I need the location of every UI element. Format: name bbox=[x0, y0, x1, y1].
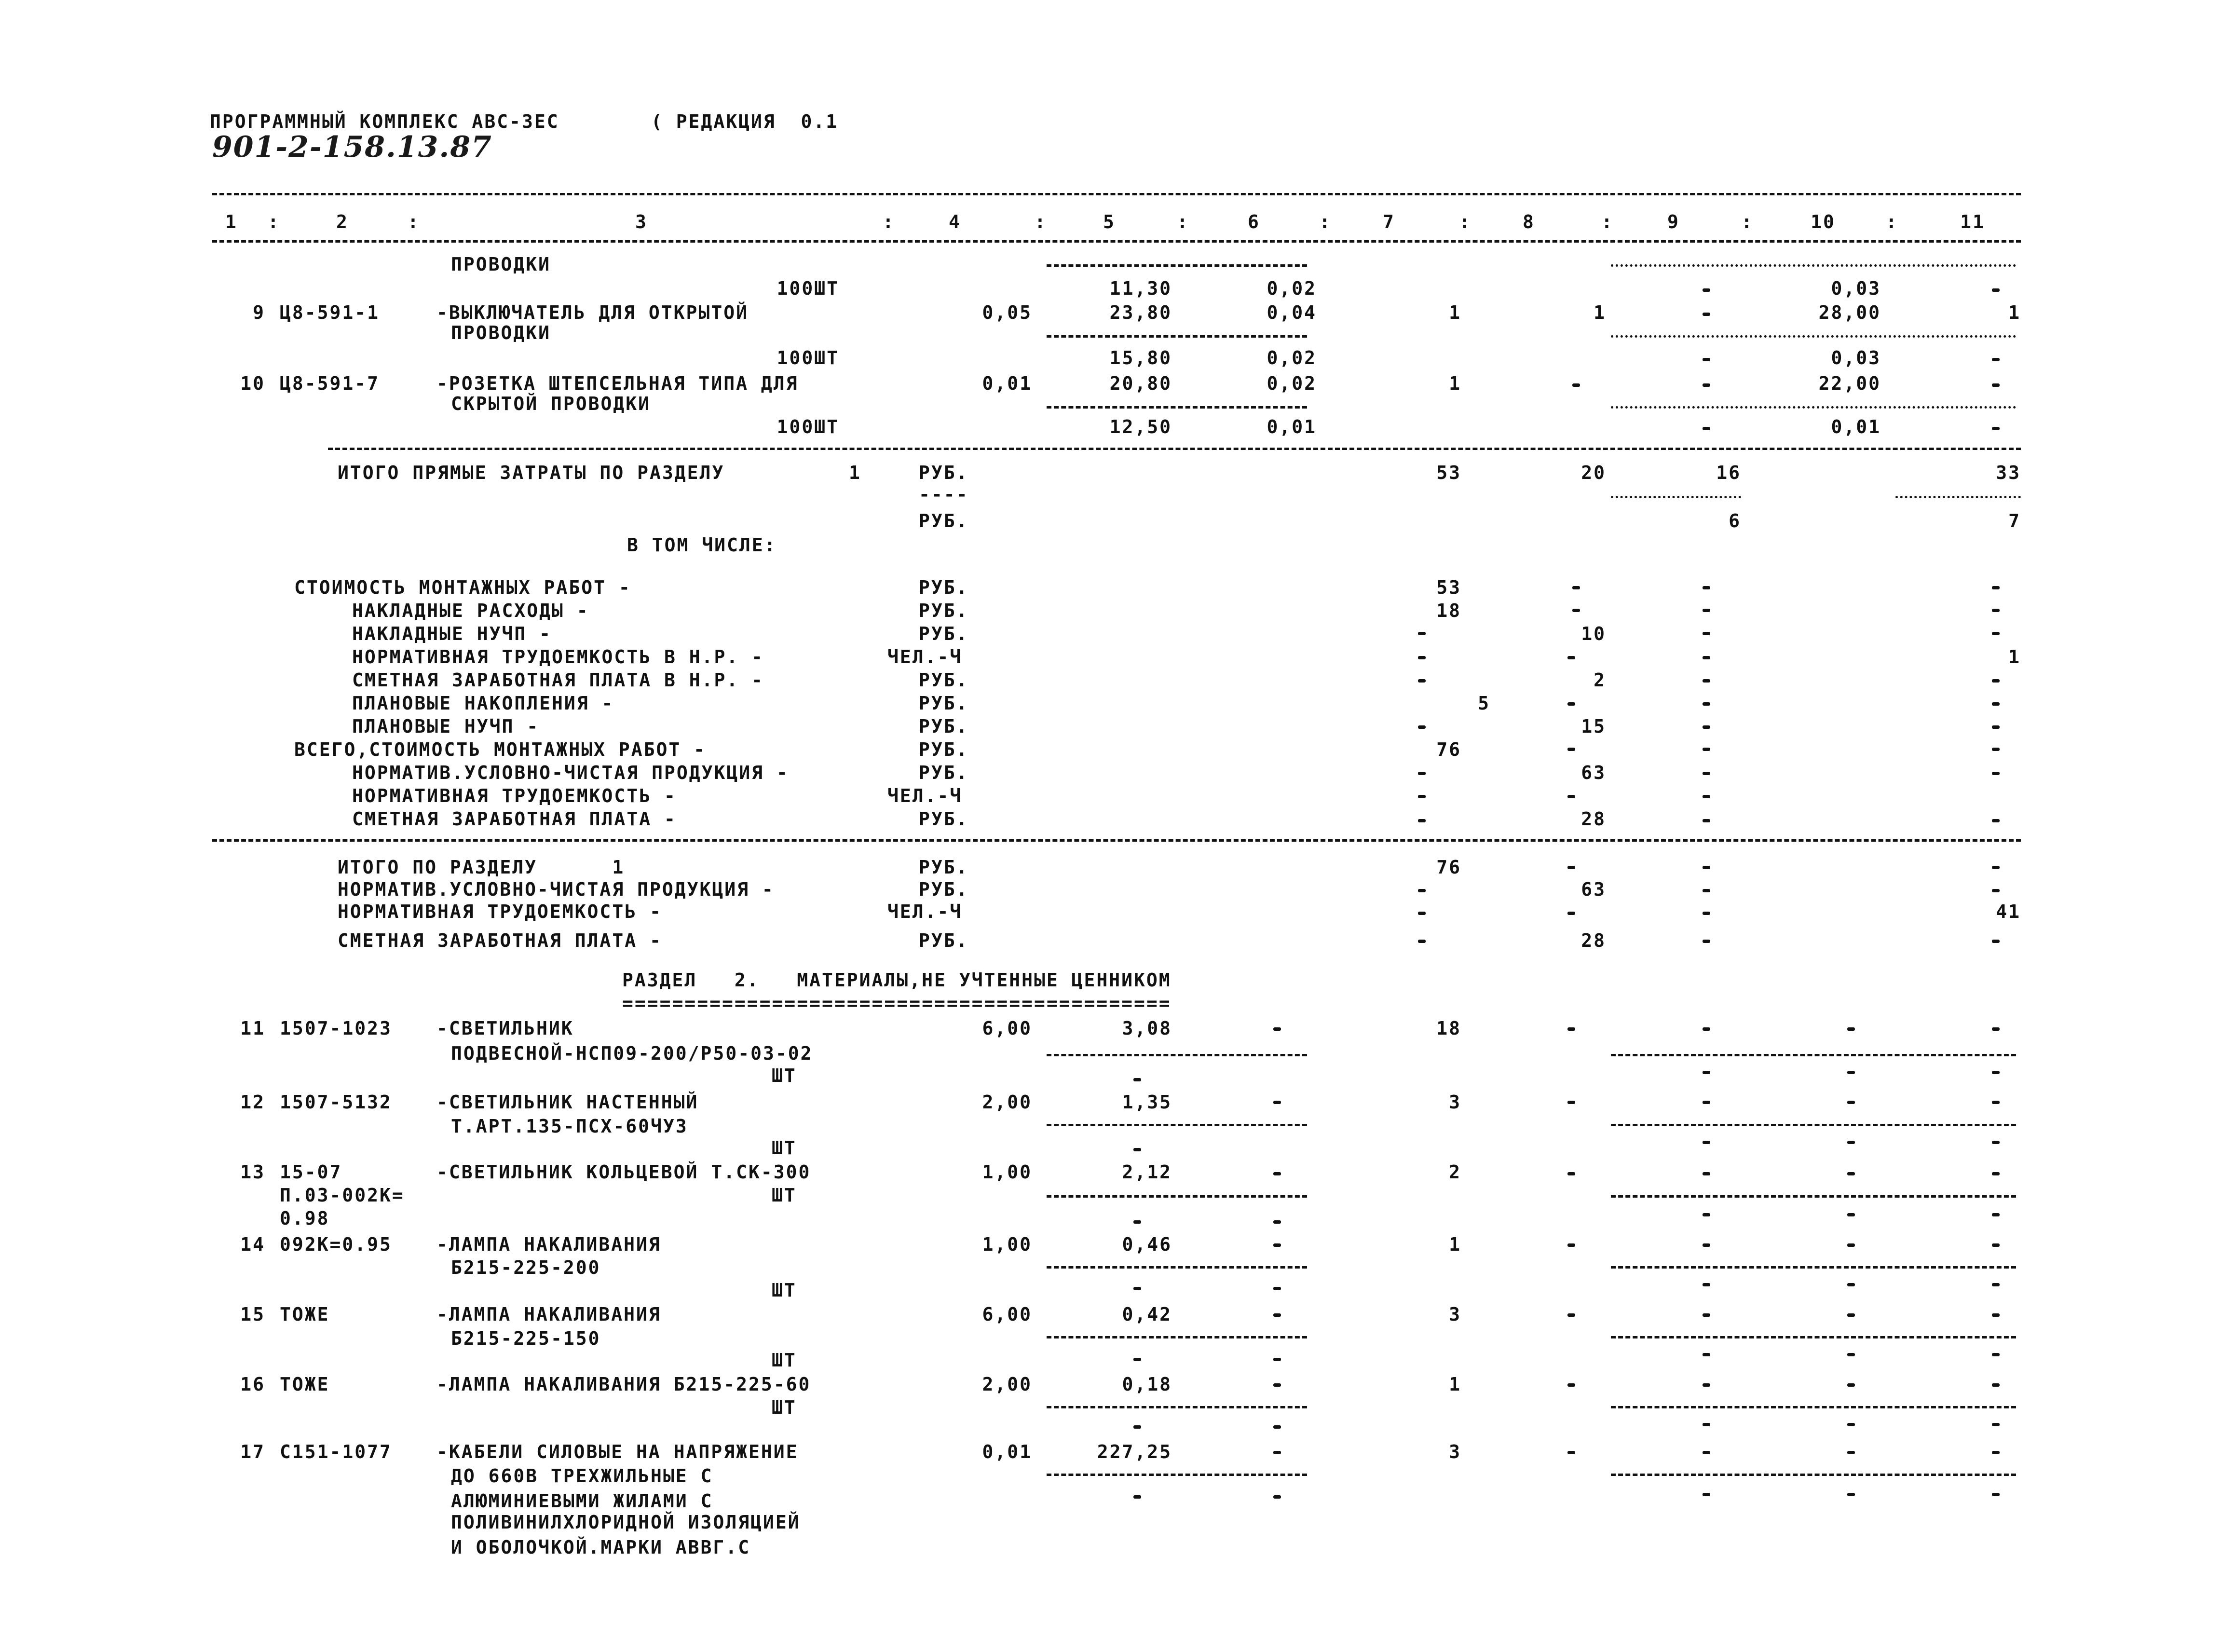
zero-dash-mark bbox=[1992, 748, 2000, 751]
material-name: -ЛАМПА НАКАЛИВАНИЯ bbox=[436, 1234, 661, 1255]
row-number: 10 bbox=[240, 373, 265, 394]
direct-cost-section: 1 bbox=[849, 462, 861, 483]
material-c5: 0,42 bbox=[1122, 1304, 1172, 1325]
zero-dash-mark bbox=[1703, 586, 1710, 589]
section-total-c11: 41 bbox=[1996, 901, 2021, 922]
zero-dash-mark bbox=[1703, 1213, 1710, 1216]
zero-dash-mark bbox=[1992, 1141, 2000, 1144]
zero-dash-mark bbox=[1273, 1358, 1281, 1361]
material-name-4: ПОЛИВИНИЛХЛОРИДНОЙ ИЗОЛЯЦИЕЙ bbox=[451, 1512, 801, 1533]
col-header-7: 7 bbox=[1383, 211, 1395, 232]
material-c5: 2,12 bbox=[1122, 1161, 1172, 1183]
document-code: 901-2-158.13.87 bbox=[212, 130, 492, 164]
col-sep: : bbox=[883, 211, 895, 232]
row-c6a: 0,04 bbox=[1267, 302, 1317, 323]
material-code: 15-07 bbox=[280, 1161, 342, 1183]
material-code: 092К=0.95 bbox=[280, 1234, 392, 1255]
row-c6b: 0,01 bbox=[1267, 416, 1317, 437]
zero-dash-mark bbox=[1703, 383, 1710, 387]
zero-dash-mark bbox=[1703, 866, 1710, 869]
zero-dash-mark bbox=[1992, 1493, 2000, 1496]
zero-dash-mark bbox=[1703, 313, 1710, 316]
material-c5: 0,46 bbox=[1122, 1234, 1172, 1255]
zero-dash-mark bbox=[1992, 1172, 2000, 1175]
row-c5b: 12,50 bbox=[1109, 416, 1172, 437]
zero-dash-mark bbox=[1703, 288, 1710, 292]
material-c7: 3 bbox=[1449, 1441, 1461, 1462]
zero-dash-mark bbox=[1273, 1101, 1281, 1104]
section-total-label: ИТОГО ПО РАЗДЕЛУ 1 bbox=[338, 857, 625, 878]
zero-dash-mark bbox=[1133, 1078, 1141, 1081]
zero-dash-mark bbox=[1703, 1313, 1710, 1317]
zero-dash-mark bbox=[1847, 1172, 1855, 1175]
col-sep: : bbox=[1741, 211, 1754, 232]
col-header-1: 1 bbox=[225, 211, 238, 232]
material-number: 15 bbox=[240, 1304, 265, 1325]
breakdown-unit: РУБ. bbox=[919, 739, 969, 760]
breakdown-c7: 18 bbox=[1436, 600, 1461, 621]
zero-dash-mark bbox=[1847, 1283, 1855, 1286]
col-sep: : bbox=[1886, 211, 1898, 232]
zero-dash-mark bbox=[1273, 1313, 1281, 1317]
breakdown-c7: 5 bbox=[1478, 693, 1490, 714]
section-total-label: НОРМАТИВНАЯ ТРУДОЕМКОСТЬ - bbox=[338, 901, 662, 922]
material-unit: ШТ bbox=[772, 1280, 797, 1301]
zero-dash-mark bbox=[1703, 1451, 1710, 1454]
zero-dash-mark bbox=[1992, 1423, 2000, 1426]
breakdown-unit: РУБ. bbox=[919, 693, 969, 714]
col-header-3: 3 bbox=[635, 211, 648, 232]
zero-dash-mark bbox=[1703, 795, 1710, 798]
section-total-label: СМЕТНАЯ ЗАРАБОТНАЯ ПЛАТА - bbox=[338, 930, 662, 951]
zero-dash-mark bbox=[1847, 1493, 1855, 1496]
zero-dash-mark bbox=[1567, 1027, 1575, 1031]
zero-dash-mark bbox=[1847, 1451, 1855, 1454]
row-unit: 100ШТ bbox=[777, 347, 839, 369]
zero-dash-mark bbox=[1992, 772, 2000, 775]
zero-dash-mark bbox=[1572, 609, 1580, 612]
breakdown-unit: РУБ. bbox=[919, 600, 969, 621]
material-c5: 3,08 bbox=[1122, 1018, 1172, 1039]
material-c4: 6,00 bbox=[982, 1018, 1032, 1039]
material-number: 13 bbox=[240, 1161, 265, 1183]
zero-dash-mark bbox=[1133, 1425, 1141, 1429]
program-title: ПРОГРАММНЫЙ КОМПЛЕКС АВС-3ЕС bbox=[210, 111, 559, 132]
breakdown-label: ПЛАНОВЫЕ НУЧП - bbox=[352, 716, 540, 737]
breakdown-unit: РУБ. bbox=[919, 716, 969, 737]
material-name-3: АЛЮМИНИЕВЫМИ ЖИЛАМИ С bbox=[451, 1490, 713, 1512]
row-c10a: 28,00 bbox=[1818, 302, 1881, 323]
material-c7: 18 bbox=[1436, 1018, 1461, 1039]
zero-dash-mark bbox=[1703, 1141, 1710, 1144]
breakdown-unit: РУБ. bbox=[919, 623, 969, 644]
zero-dash-mark bbox=[1418, 940, 1426, 943]
zero-dash-mark bbox=[1703, 609, 1710, 612]
zero-dash-mark bbox=[1992, 819, 2000, 822]
material-unit: ШТ bbox=[772, 1350, 797, 1371]
col-header-2: 2 bbox=[336, 211, 349, 232]
material-unit: ШТ bbox=[772, 1065, 797, 1086]
breakdown-c7: 76 bbox=[1436, 739, 1461, 760]
col-header-5: 5 bbox=[1103, 211, 1116, 232]
col-header-8: 8 bbox=[1523, 211, 1535, 232]
row-c5b: 15,80 bbox=[1109, 347, 1172, 369]
material-c7: 1 bbox=[1449, 1374, 1461, 1395]
zero-dash-mark bbox=[1703, 702, 1710, 706]
section-total-unit: РУБ. bbox=[919, 857, 969, 878]
row-unit: 100ШТ bbox=[777, 416, 839, 437]
section-total-unit: РУБ. bbox=[919, 879, 969, 900]
zero-dash-mark bbox=[1992, 889, 2000, 892]
zero-dash-mark bbox=[1273, 1383, 1281, 1387]
material-number: 11 bbox=[240, 1018, 265, 1039]
breakdown-c8: 63 bbox=[1581, 762, 1606, 783]
col-sep: : bbox=[268, 211, 280, 232]
zero-dash-mark bbox=[1273, 1451, 1281, 1454]
zero-dash-mark bbox=[1703, 772, 1710, 775]
zero-dash-mark bbox=[1418, 725, 1426, 729]
zero-dash-mark bbox=[1992, 725, 2000, 729]
row-code: Ц8-591-1 bbox=[280, 302, 380, 323]
material-c5: 0,18 bbox=[1122, 1374, 1172, 1395]
zero-dash-mark bbox=[1273, 1425, 1281, 1429]
breakdown-c8: 2 bbox=[1594, 669, 1606, 691]
material-name-2: Б215-225-200 bbox=[451, 1257, 601, 1278]
direct-c11: 33 bbox=[1996, 462, 2021, 483]
col-sep: : bbox=[1177, 211, 1189, 232]
section-total-unit: ЧЕЛ.-Ч bbox=[887, 901, 963, 922]
material-code-3: 0.98 bbox=[280, 1208, 330, 1229]
section-2-title: РАЗДЕЛ 2. МАТЕРИАЛЫ,НЕ УЧТЕННЫЕ ЦЕННИКОМ bbox=[622, 969, 1172, 991]
col-header-6: 6 bbox=[1248, 211, 1260, 232]
row-c10: 0,01 bbox=[1831, 416, 1881, 437]
row-c5a: 20,80 bbox=[1109, 373, 1172, 394]
zero-dash-mark bbox=[1703, 1283, 1710, 1286]
zero-dash-mark bbox=[1847, 1353, 1855, 1356]
material-c4: 2,00 bbox=[982, 1374, 1032, 1395]
zero-dash-mark bbox=[1567, 912, 1575, 915]
material-code: С151-1077 bbox=[280, 1441, 392, 1462]
col-sep: : bbox=[1601, 211, 1614, 232]
section-total-label: НОРМАТИВ.УСЛОВНО-ЧИСТАЯ ПРОДУКЦИЯ - bbox=[338, 879, 775, 900]
row-c4: 0,01 bbox=[982, 373, 1032, 394]
zero-dash-mark bbox=[1572, 586, 1580, 589]
zero-dash-mark bbox=[1703, 725, 1710, 729]
material-name-2: ДО 660В ТРЕХЖИЛЬНЫЕ С bbox=[451, 1465, 713, 1487]
breakdown-c8: 10 bbox=[1581, 623, 1606, 644]
material-c7: 1 bbox=[1449, 1234, 1461, 1255]
breakdown-label: НОРМАТИВНАЯ ТРУДОЕМКОСТЬ - bbox=[352, 785, 677, 806]
material-name-2: Б215-225-150 bbox=[451, 1328, 601, 1349]
zero-dash-mark bbox=[1703, 1493, 1710, 1496]
zero-dash-mark bbox=[1567, 656, 1575, 659]
breakdown-unit: ЧЕЛ.-Ч bbox=[887, 785, 963, 806]
row-unit: 100ШТ bbox=[777, 278, 839, 299]
material-name-5: И ОБОЛОЧКОЙ.МАРКИ АВВГ.С bbox=[451, 1537, 751, 1558]
zero-dash-mark bbox=[1703, 940, 1710, 943]
direct-c9b: 6 bbox=[1729, 510, 1741, 532]
material-name: -СВЕТИЛЬНИК bbox=[436, 1018, 574, 1039]
zero-dash-mark bbox=[1992, 940, 2000, 943]
col-header-4: 4 bbox=[949, 211, 961, 232]
material-number: 16 bbox=[240, 1374, 265, 1395]
zero-dash-mark bbox=[1992, 586, 2000, 589]
zero-dash-mark bbox=[1847, 1027, 1855, 1031]
zero-dash-mark bbox=[1992, 1283, 2000, 1286]
material-unit: ШТ bbox=[772, 1397, 797, 1418]
zero-dash-mark bbox=[1567, 1172, 1575, 1175]
material-c7: 2 bbox=[1449, 1161, 1461, 1183]
col-sep: : bbox=[408, 211, 420, 232]
direct-unit-2: РУБ. bbox=[919, 510, 969, 532]
row-c6b: 0,02 bbox=[1267, 278, 1317, 299]
breakdown-label: ПЛАНОВЫЕ НАКОПЛЕНИЯ - bbox=[352, 693, 614, 714]
row-c6a: 0,02 bbox=[1267, 373, 1317, 394]
zero-dash-mark bbox=[1567, 1243, 1575, 1247]
direct-c7: 53 bbox=[1436, 462, 1461, 483]
zero-dash-mark bbox=[1273, 1027, 1281, 1031]
breakdown-label: НОРМАТИВНАЯ ТРУДОЕМКОСТЬ В Н.Р. - bbox=[352, 646, 764, 668]
row-code: Ц8-591-7 bbox=[280, 373, 380, 394]
zero-dash-mark bbox=[1418, 795, 1426, 798]
zero-dash-mark bbox=[1703, 1383, 1710, 1387]
zero-dash-mark bbox=[1418, 889, 1426, 892]
row-c7: 1 bbox=[1449, 373, 1461, 394]
breakdown-c11: 1 bbox=[2008, 646, 2021, 668]
material-unit: ШТ bbox=[772, 1185, 797, 1206]
zero-dash-mark bbox=[1992, 609, 2000, 612]
row-c6b: 0,02 bbox=[1267, 347, 1317, 369]
col-header-10: 10 bbox=[1811, 211, 1836, 232]
material-c5: 227,25 bbox=[1097, 1441, 1172, 1462]
zero-dash-mark bbox=[1992, 358, 2000, 361]
zero-dash-mark bbox=[1273, 1220, 1281, 1224]
row-name: -РОЗЕТКА ШТЕПСЕЛЬНАЯ ТИПА ДЛЯ bbox=[436, 373, 799, 394]
section-total-c7: 76 bbox=[1436, 857, 1461, 878]
zero-dash-mark bbox=[1273, 1287, 1281, 1290]
zero-dash-mark bbox=[1703, 656, 1710, 659]
material-c4: 0,01 bbox=[982, 1441, 1032, 1462]
material-code-2: П.03-002К= bbox=[280, 1185, 405, 1206]
zero-dash-mark bbox=[1992, 1243, 2000, 1247]
material-unit: ШТ bbox=[772, 1137, 797, 1159]
zero-dash-mark bbox=[1703, 819, 1710, 822]
zero-dash-mark bbox=[1992, 288, 2000, 292]
zero-dash-mark bbox=[1567, 1313, 1575, 1317]
breakdown-label: НАКЛАДНЫЕ РАСХОДЫ - bbox=[352, 600, 589, 621]
breakdown-label: ВСЕГО,СТОИМОСТЬ МОНТАЖНЫХ РАБОТ - bbox=[294, 739, 706, 760]
material-number: 12 bbox=[240, 1092, 265, 1113]
material-number: 14 bbox=[240, 1234, 265, 1255]
row-name: -ВЫКЛЮЧАТЕЛЬ ДЛЯ ОТКРЫТОЙ bbox=[436, 302, 749, 323]
zero-dash-mark bbox=[1703, 748, 1710, 751]
breakdown-unit: РУБ. bbox=[919, 808, 969, 830]
section-total-c8: 28 bbox=[1581, 930, 1606, 951]
direct-dashes: ---- bbox=[919, 484, 969, 505]
zero-dash-mark bbox=[1133, 1148, 1141, 1151]
zero-dash-mark bbox=[1703, 912, 1710, 915]
direct-cost-label: ИТОГО ПРЯМЫЕ ЗАТРАТЫ ПО РАЗДЕЛУ bbox=[338, 462, 725, 483]
zero-dash-mark bbox=[1703, 1353, 1710, 1356]
row-name-2: СКРЫТОЙ ПРОВОДКИ bbox=[451, 393, 651, 414]
zero-dash-mark bbox=[1273, 1243, 1281, 1247]
zero-dash-mark bbox=[1418, 912, 1426, 915]
zero-dash-mark bbox=[1133, 1287, 1141, 1290]
material-number: 17 bbox=[240, 1441, 265, 1462]
zero-dash-mark bbox=[1847, 1243, 1855, 1247]
breakdown-label: СТОИМОСТЬ МОНТАЖНЫХ РАБОТ - bbox=[294, 577, 631, 598]
zero-dash-mark bbox=[1847, 1383, 1855, 1387]
material-c7: 3 bbox=[1449, 1092, 1461, 1113]
breakdown-unit: РУБ. bbox=[919, 762, 969, 783]
zero-dash-mark bbox=[1703, 1423, 1710, 1426]
zero-dash-mark bbox=[1567, 1451, 1575, 1454]
zero-dash-mark bbox=[1847, 1213, 1855, 1216]
row-c10: 0,03 bbox=[1831, 278, 1881, 299]
zero-dash-mark bbox=[1418, 656, 1426, 659]
row-c10a: 22,00 bbox=[1818, 373, 1881, 394]
material-c4: 1,00 bbox=[982, 1234, 1032, 1255]
zero-dash-mark bbox=[1572, 383, 1580, 387]
section-2-underline: ============================================ bbox=[622, 993, 1172, 1014]
zero-dash-mark bbox=[1273, 1495, 1281, 1499]
material-code: ТОЖЕ bbox=[280, 1374, 330, 1395]
zero-dash-mark bbox=[1567, 866, 1575, 869]
zero-dash-mark bbox=[1133, 1358, 1141, 1361]
zero-dash-mark bbox=[1703, 1027, 1710, 1031]
breakdown-c8: 15 bbox=[1581, 716, 1606, 737]
zero-dash-mark bbox=[1418, 679, 1426, 683]
row-c4: 0,05 bbox=[982, 302, 1032, 323]
material-name-2: Т.АРТ.135-ПСХ-60ЧУЗ bbox=[451, 1116, 688, 1137]
material-name: -СВЕТИЛЬНИК КОЛЬЦЕВОЙ Т.СК-300 bbox=[436, 1161, 811, 1183]
zero-dash-mark bbox=[1703, 358, 1710, 361]
material-code: ТОЖЕ bbox=[280, 1304, 330, 1325]
zero-dash-mark bbox=[1418, 632, 1426, 635]
material-c4: 6,00 bbox=[982, 1304, 1032, 1325]
breakdown-label: НАКЛАДНЫЕ НУЧП - bbox=[352, 623, 552, 644]
material-name: -КАБЕЛИ СИЛОВЫЕ НА НАПРЯЖЕНИЕ bbox=[436, 1441, 799, 1462]
zero-dash-mark bbox=[1992, 1213, 2000, 1216]
material-name: -ЛАМПА НАКАЛИВАНИЯ Б215-225-60 bbox=[436, 1374, 811, 1395]
zero-dash-mark bbox=[1992, 866, 2000, 869]
col-sep: : bbox=[1035, 211, 1047, 232]
section-total-c8: 63 bbox=[1581, 879, 1606, 900]
zero-dash-mark bbox=[1703, 1101, 1710, 1104]
breakdown-c7: 53 bbox=[1436, 577, 1461, 598]
breakdown-label: СМЕТНАЯ ЗАРАБОТНАЯ ПЛАТА В Н.Р. - bbox=[352, 669, 764, 691]
breakdown-unit: РУБ. bbox=[919, 669, 969, 691]
zero-dash-mark bbox=[1567, 1383, 1575, 1387]
zero-dash-mark bbox=[1703, 1172, 1710, 1175]
row-name-2: ПРОВОДКИ bbox=[451, 322, 551, 343]
col-header-11: 11 bbox=[1960, 211, 1985, 232]
zero-dash-mark bbox=[1992, 679, 2000, 683]
zero-dash-mark bbox=[1992, 427, 2000, 430]
zero-dash-mark bbox=[1567, 702, 1575, 706]
direct-cost-unit: РУБ. bbox=[919, 462, 969, 483]
row-name: ПРОВОДКИ bbox=[451, 254, 551, 275]
breakdown-unit: РУБ. bbox=[919, 577, 969, 598]
row-c10: 0,03 bbox=[1831, 347, 1881, 369]
breakdown-label: НОРМАТИВ.УСЛОВНО-ЧИСТАЯ ПРОДУКЦИЯ - bbox=[352, 762, 789, 783]
row-c11: 1 bbox=[2008, 302, 2021, 323]
zero-dash-mark bbox=[1992, 1353, 2000, 1356]
row-c8: 1 bbox=[1594, 302, 1606, 323]
zero-dash-mark bbox=[1567, 795, 1575, 798]
zero-dash-mark bbox=[1847, 1423, 1855, 1426]
zero-dash-mark bbox=[1847, 1313, 1855, 1317]
material-name: -ЛАМПА НАКАЛИВАНИЯ bbox=[436, 1304, 661, 1325]
zero-dash-mark bbox=[1847, 1141, 1855, 1144]
zero-dash-mark bbox=[1992, 632, 2000, 635]
zero-dash-mark bbox=[1418, 819, 1426, 822]
material-c4: 1,00 bbox=[982, 1161, 1032, 1183]
zero-dash-mark bbox=[1703, 679, 1710, 683]
material-c5: 1,35 bbox=[1122, 1092, 1172, 1113]
zero-dash-mark bbox=[1273, 1172, 1281, 1175]
col-sep: : bbox=[1459, 211, 1472, 232]
row-c7: 1 bbox=[1449, 302, 1461, 323]
breakdown-unit: ЧЕЛ.-Ч bbox=[887, 646, 963, 668]
material-c4: 2,00 bbox=[982, 1092, 1032, 1113]
direct-c8: 20 bbox=[1581, 462, 1606, 483]
row-c5a: 23,80 bbox=[1109, 302, 1172, 323]
col-sep: : bbox=[1319, 211, 1332, 232]
zero-dash-mark bbox=[1418, 772, 1426, 775]
zero-dash-mark bbox=[1992, 702, 2000, 706]
zero-dash-mark bbox=[1847, 1071, 1855, 1074]
row-c5b: 11,30 bbox=[1109, 278, 1172, 299]
zero-dash-mark bbox=[1567, 748, 1575, 751]
zero-dash-mark bbox=[1703, 1071, 1710, 1074]
zero-dash-mark bbox=[1133, 1220, 1141, 1224]
material-name-2: ПОДВЕСНОЙ-НСП09-200/Р50-03-02 bbox=[451, 1043, 813, 1064]
zero-dash-mark bbox=[1992, 1071, 2000, 1074]
col-header-9: 9 bbox=[1667, 211, 1680, 232]
edition-label: ( РЕДАКЦИЯ 0.1 bbox=[651, 111, 839, 132]
zero-dash-mark bbox=[1992, 1451, 2000, 1454]
zero-dash-mark bbox=[1992, 1027, 2000, 1031]
zero-dash-mark bbox=[1133, 1495, 1141, 1499]
zero-dash-mark bbox=[1703, 1243, 1710, 1247]
zero-dash-mark bbox=[1992, 1313, 2000, 1317]
zero-dash-mark bbox=[1703, 632, 1710, 635]
row-number: 9 bbox=[253, 302, 265, 323]
material-c7: 3 bbox=[1449, 1304, 1461, 1325]
zero-dash-mark bbox=[1567, 1101, 1575, 1104]
zero-dash-mark bbox=[1992, 383, 2000, 387]
breakdown-label: СМЕТНАЯ ЗАРАБОТНАЯ ПЛАТА - bbox=[352, 808, 677, 830]
direct-c9: 16 bbox=[1716, 462, 1741, 483]
zero-dash-mark bbox=[1703, 889, 1710, 892]
material-name: -СВЕТИЛЬНИК НАСТЕННЫЙ bbox=[436, 1092, 699, 1113]
section-total-unit: РУБ. bbox=[919, 930, 969, 951]
zero-dash-mark bbox=[1703, 427, 1710, 430]
breakdown-c8: 28 bbox=[1581, 808, 1606, 830]
material-code: 1507-5132 bbox=[280, 1092, 392, 1113]
material-code: 1507-1023 bbox=[280, 1018, 392, 1039]
zero-dash-mark bbox=[1847, 1101, 1855, 1104]
zero-dash-mark bbox=[1992, 1101, 2000, 1104]
including-label: В ТОМ ЧИСЛЕ: bbox=[627, 534, 777, 556]
zero-dash-mark bbox=[1992, 1383, 2000, 1387]
direct-c11b: 7 bbox=[2008, 510, 2021, 532]
